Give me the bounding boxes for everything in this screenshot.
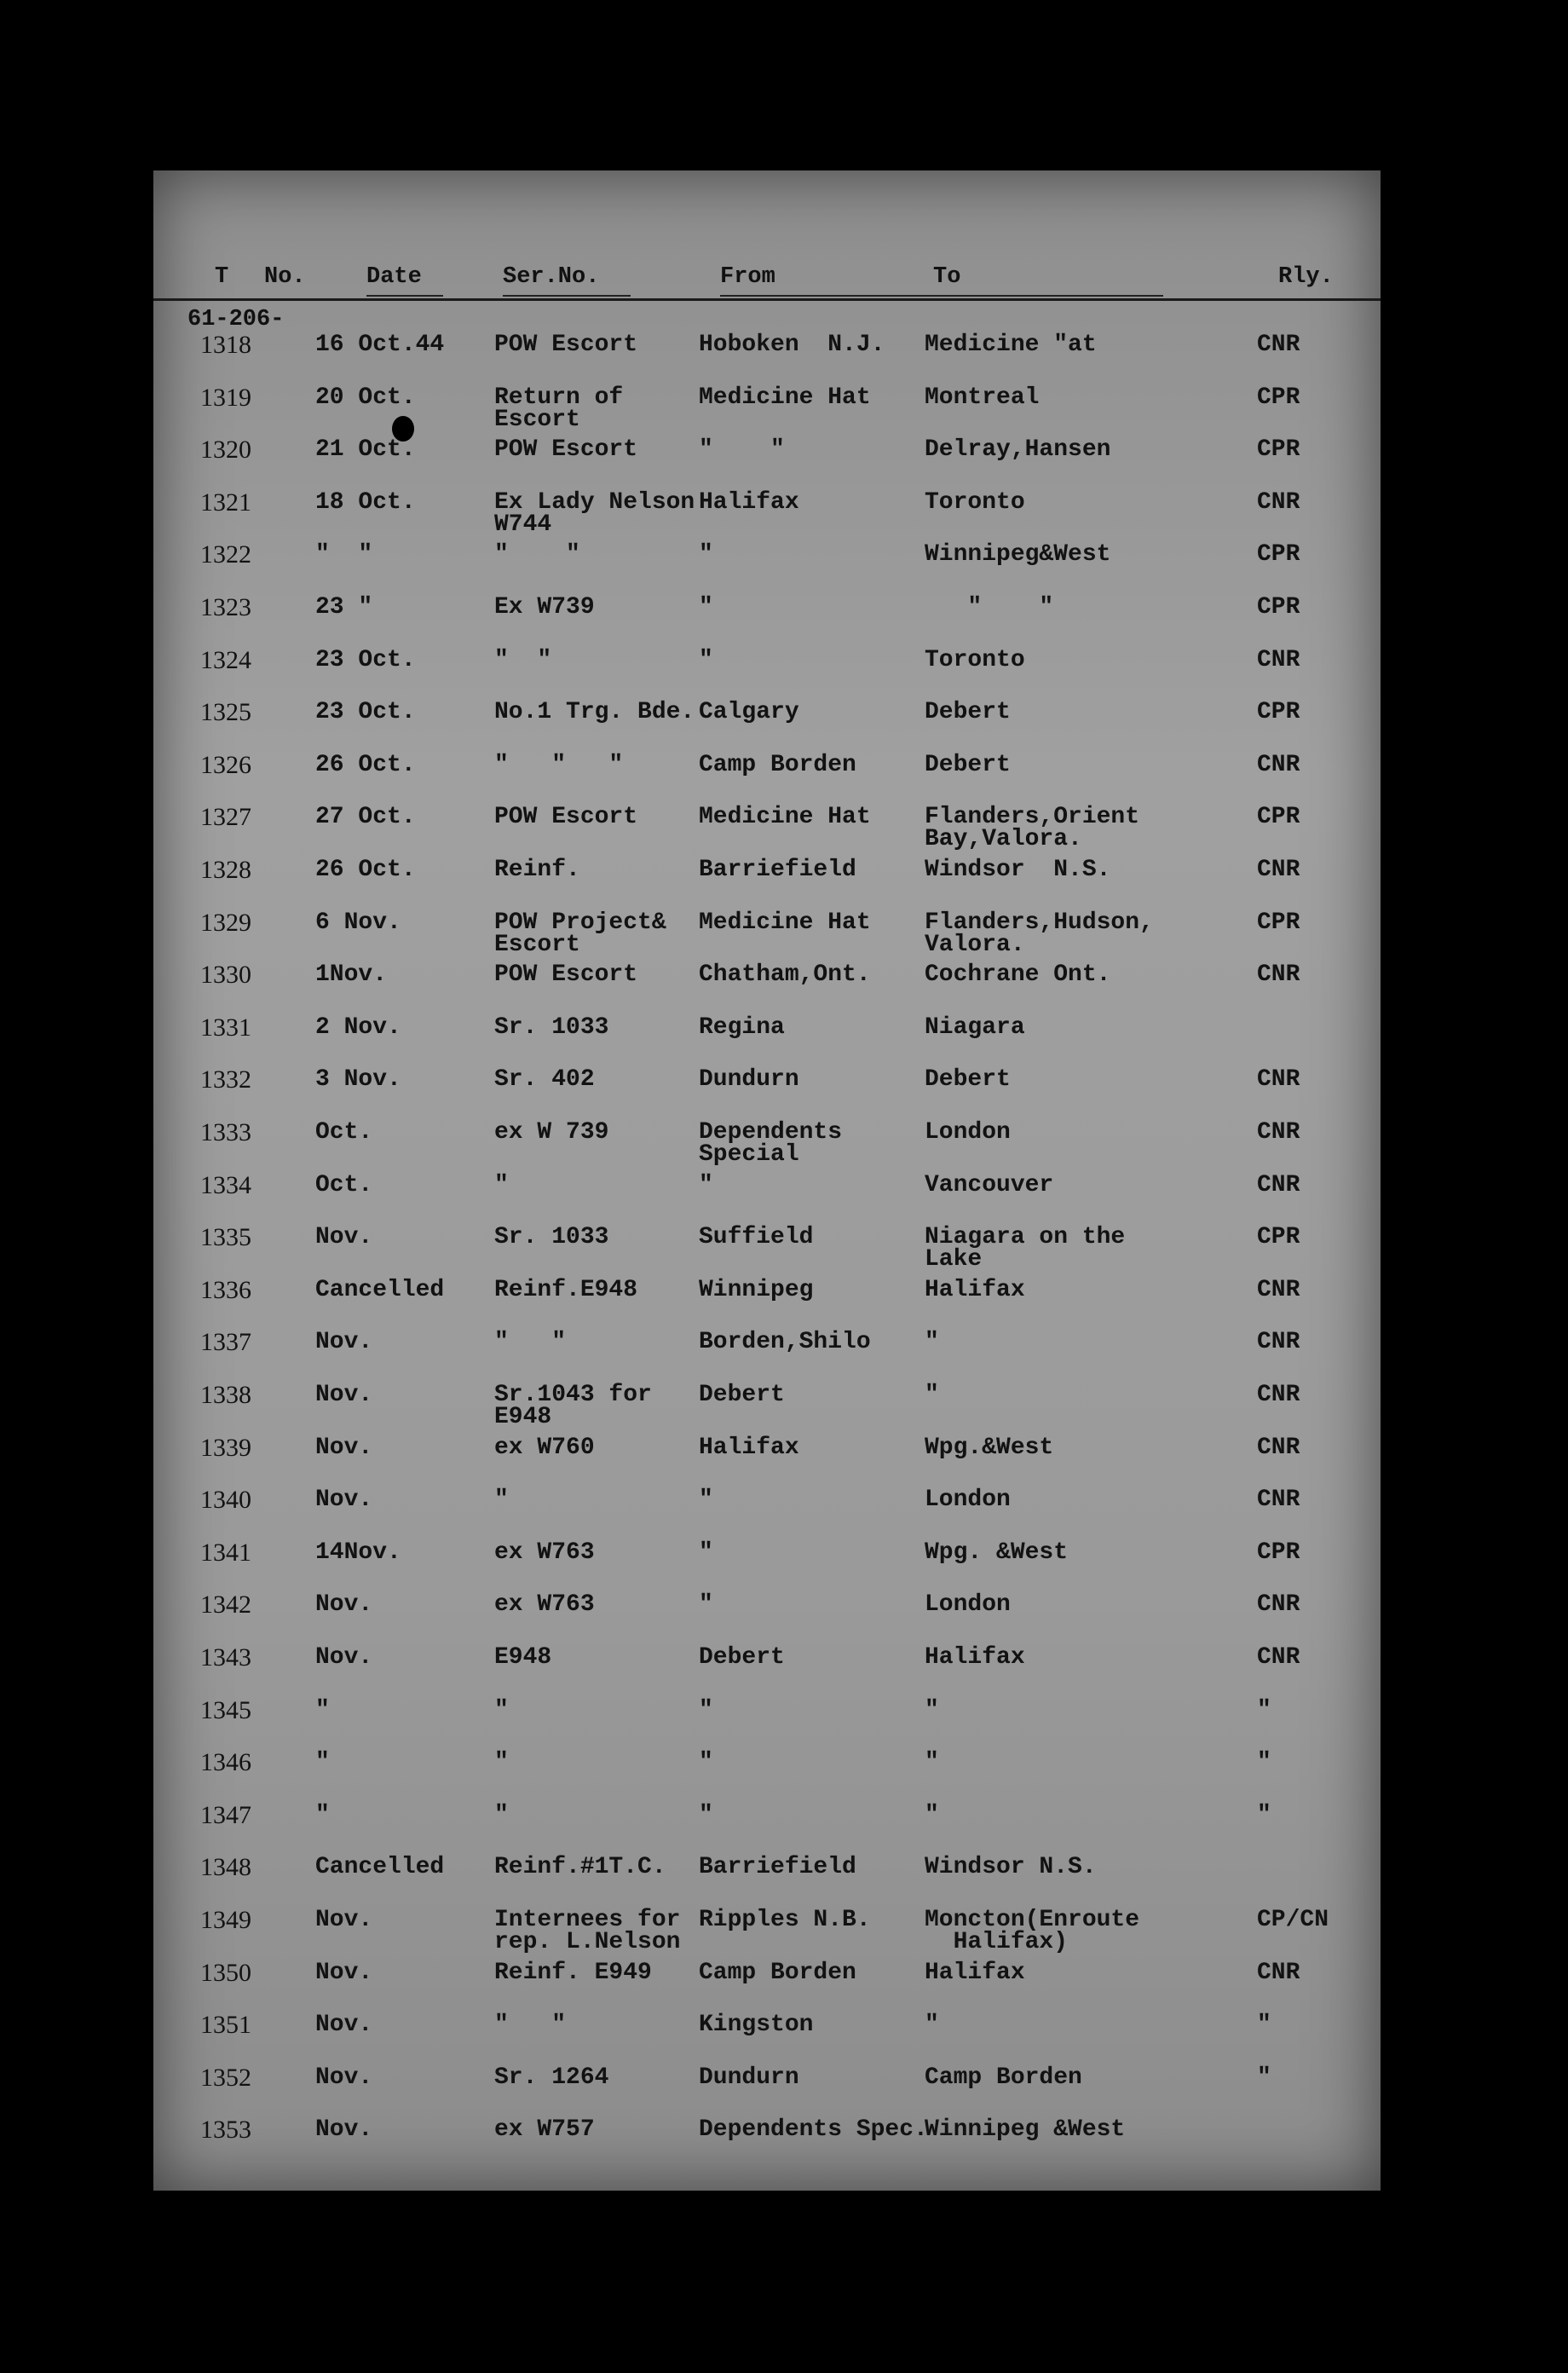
entry-to: Halifax	[925, 1276, 1025, 1303]
entry-railway: CPR	[1257, 804, 1300, 831]
entry-railway: CNR	[1257, 1066, 1300, 1094]
table-row	[153, 1381, 1381, 1437]
entry-from: Medicine Hat	[699, 804, 871, 831]
entry-to: Niagara on the Lake	[925, 1224, 1126, 1273]
entry-date: Nov.	[315, 2012, 373, 2039]
entry-date: "	[315, 1801, 330, 1828]
entry-to: Medicine "at	[925, 332, 1097, 358]
entry-from: "	[699, 1487, 713, 1514]
entry-to: Windsor N.S.	[925, 1854, 1097, 1881]
entry-to: Debert	[925, 1066, 1011, 1094]
entry-railway: CNR	[1257, 1276, 1300, 1303]
entry-serial-no: Sr. 1264	[494, 2064, 609, 2091]
entry-number: 1324	[200, 645, 251, 674]
table-row	[153, 645, 1381, 702]
entry-serial-no: Reinf. E949	[494, 1959, 652, 1986]
entry-number: 1325	[200, 698, 251, 727]
entry-number: 1334	[200, 1170, 251, 1199]
table-row	[153, 383, 1381, 440]
entry-to: "	[925, 1696, 939, 1723]
entry-from: " "	[699, 436, 785, 464]
entry-from: Dependents Special	[699, 1119, 843, 1168]
entry-railway: CNR	[1257, 1434, 1300, 1461]
entry-from: Halifax	[699, 1434, 799, 1461]
entry-number: 1350	[200, 1958, 251, 1987]
entry-from: "	[699, 1696, 713, 1723]
entry-railway: CNR	[1257, 1119, 1300, 1146]
entry-railway: CPR	[1257, 1224, 1300, 1251]
entry-number: 1322	[200, 540, 251, 569]
entry-date: Nov.	[315, 1644, 373, 1671]
entry-number: 1348	[200, 1853, 251, 1882]
entry-to: Toronto	[925, 646, 1025, 673]
entry-from: Barriefield	[699, 857, 856, 883]
header-from: From	[720, 264, 775, 290]
table-row	[153, 1643, 1381, 1700]
entry-to: "	[925, 1329, 939, 1356]
entry-to: " "	[925, 594, 1054, 621]
entry-serial-no: Sr.1043 for E948	[494, 1382, 652, 1430]
entry-to: Halifax	[925, 1959, 1025, 1986]
entry-serial-no: " "	[494, 1329, 567, 1356]
entry-from: Dundurn	[699, 1066, 799, 1094]
entry-serial-no: POW Escort	[494, 961, 638, 989]
entry-serial-no: "	[494, 1487, 509, 1514]
table-row	[153, 1748, 1381, 1804]
entry-number: 1339	[200, 1433, 251, 1462]
entry-serial-no: ex W760	[494, 1434, 595, 1461]
entry-serial-no: "	[494, 1801, 509, 1828]
entry-serial-no: POW Escort	[494, 332, 638, 358]
entry-from: Medicine Hat	[699, 384, 871, 411]
table-row	[153, 331, 1381, 387]
entry-railway: CNR	[1257, 1591, 1300, 1619]
entry-serial-no: " " "	[494, 751, 624, 778]
entry-to: "	[925, 1749, 939, 1776]
entry-from: Chatham,Ont.	[699, 961, 871, 989]
entry-from: Medicine Hat	[699, 909, 871, 936]
entry-railway: CPR	[1257, 436, 1300, 464]
entry-number: 1352	[200, 2063, 251, 2092]
entry-number: 1323	[200, 593, 251, 621]
entry-to: London	[925, 1591, 1011, 1619]
entry-railway: CNR	[1257, 1959, 1300, 1986]
entry-from: Kingston	[699, 2012, 814, 2039]
entry-date: 16 Oct.44	[315, 332, 445, 358]
entry-railway: CPR	[1257, 384, 1300, 411]
entry-date: 26 Oct.	[315, 857, 416, 883]
table-row	[153, 1800, 1381, 1857]
entry-to: "	[925, 1382, 939, 1408]
table-row	[153, 698, 1381, 754]
entry-from: Halifax	[699, 488, 799, 516]
entry-from: Barriefield	[699, 1854, 856, 1881]
entry-from: Ripples N.B.	[699, 1907, 871, 1933]
entry-railway: "	[1257, 1749, 1271, 1776]
entry-serial-no: Ex Lady Nelson W744	[494, 488, 695, 538]
header-date: Date	[366, 264, 422, 290]
table-row	[153, 1853, 1381, 1909]
entry-from: "	[699, 594, 713, 621]
entry-date: 20 Oct.	[315, 384, 416, 411]
entry-date: 18 Oct.	[315, 488, 416, 516]
entry-from: Dundurn	[699, 2064, 799, 2091]
entry-serial-no: " "	[494, 646, 552, 673]
entry-number: 1336	[200, 1275, 251, 1304]
entry-to: London	[925, 1487, 1011, 1514]
entry-from: "	[699, 1539, 713, 1566]
entry-number: 1347	[200, 1800, 251, 1829]
entry-serial-no: "	[494, 1696, 509, 1723]
entry-number: 1329	[200, 908, 251, 937]
table-row	[153, 1170, 1381, 1227]
entry-railway: CPR	[1257, 541, 1300, 569]
entry-from: Camp Borden	[699, 751, 856, 778]
entry-to: Debert	[925, 699, 1011, 726]
entry-number: 1321	[200, 488, 251, 517]
entry-number: 1333	[200, 1118, 251, 1146]
entry-serial-no: ex W763	[494, 1591, 595, 1619]
entry-from: Debert	[699, 1644, 785, 1671]
entry-date: Nov.	[315, 1382, 373, 1408]
table-row	[153, 1433, 1381, 1490]
entry-to: Halifax	[925, 1644, 1025, 1671]
entry-railway: CNR	[1257, 961, 1300, 989]
entry-to: Flanders,Hudson, Valora.	[925, 909, 1154, 958]
entry-serial-no: "	[494, 1749, 509, 1776]
entry-date: 6 Nov.	[315, 909, 401, 936]
entry-railway: CNR	[1257, 857, 1300, 883]
entry-from: "	[699, 1591, 713, 1619]
entry-number: 1331	[200, 1013, 251, 1042]
series-prefix: 61-206-	[187, 307, 285, 332]
entry-date: Nov.	[315, 1329, 373, 1356]
header-ser-no: Ser.No.	[503, 264, 600, 290]
entry-to: Windsor N.S.	[925, 857, 1111, 883]
entry-number: 1337	[200, 1328, 251, 1357]
table-row	[153, 1591, 1381, 1647]
entry-serial-no: " "	[494, 541, 580, 569]
entry-from: "	[699, 541, 713, 569]
entry-number: 1342	[200, 1591, 251, 1620]
entry-railway: "	[1257, 2012, 1271, 2039]
table-row	[153, 2116, 1381, 2172]
entry-date: 23 Oct.	[315, 646, 416, 673]
entry-date: Nov.	[315, 1434, 373, 1461]
entry-number: 1349	[200, 1906, 251, 1934]
entry-railway: CNR	[1257, 751, 1300, 778]
entry-to: Moncton(Enroute Halifax)	[925, 1907, 1140, 1955]
entry-number: 1343	[200, 1643, 251, 1671]
table-row	[153, 961, 1381, 1017]
entry-date: Cancelled	[315, 1854, 445, 1881]
entry-serial-no: Sr. 1033	[494, 1224, 609, 1251]
table-row	[153, 540, 1381, 597]
entry-railway: CPR	[1257, 1539, 1300, 1566]
entry-railway: "	[1257, 2064, 1271, 2091]
entry-railway: CNR	[1257, 1382, 1300, 1408]
entry-number: 1330	[200, 961, 251, 990]
table-row	[153, 856, 1381, 912]
entry-number: 1335	[200, 1223, 251, 1252]
entry-date: Nov.	[315, 1487, 373, 1514]
entry-date: Nov.	[315, 2064, 373, 2091]
entry-to: Montreal	[925, 384, 1040, 411]
table-row	[153, 1538, 1381, 1595]
entry-date: 27 Oct.	[315, 804, 416, 831]
entry-from: "	[699, 646, 713, 673]
entry-date: 23 Oct.	[315, 699, 416, 726]
entry-to: Debert	[925, 751, 1011, 778]
entry-to: Toronto	[925, 488, 1025, 516]
entry-serial-no: " "	[494, 2012, 567, 2039]
entry-date: Nov.	[315, 1907, 373, 1933]
entry-railway: CNR	[1257, 1644, 1300, 1671]
entry-to: Niagara	[925, 1013, 1025, 1041]
entry-date: "	[315, 1696, 330, 1723]
entry-serial-no: "	[494, 1171, 509, 1198]
entry-serial-no: No.1 Trg. Bde.	[494, 699, 695, 726]
entry-to: Winnipeg &West	[925, 2116, 1126, 2144]
table-row	[153, 1695, 1381, 1752]
entry-serial-no: ex W763	[494, 1539, 595, 1566]
entry-number: 1341	[200, 1538, 251, 1567]
entry-number: 1327	[200, 803, 251, 832]
entry-date: Cancelled	[315, 1276, 445, 1303]
entry-date: 1Nov.	[315, 961, 388, 989]
table-row	[153, 1958, 1381, 2015]
register-rows	[153, 170, 1381, 2191]
entry-date: " "	[315, 541, 373, 569]
entry-number: 1351	[200, 2011, 251, 2040]
entry-number: 1326	[200, 750, 251, 779]
entry-from: "	[699, 1749, 713, 1776]
entry-from: Borden,Shilo	[699, 1329, 871, 1356]
entry-date: 23 "	[315, 594, 373, 621]
table-row	[153, 750, 1381, 807]
entry-railway: CNR	[1257, 488, 1300, 516]
entry-date: 14Nov.	[315, 1539, 401, 1566]
entry-number: 1320	[200, 436, 251, 465]
entry-number: 1345	[200, 1695, 251, 1724]
entry-railway: "	[1257, 1696, 1271, 1723]
entry-serial-no: Ex W739	[494, 594, 595, 621]
entry-railway: "	[1257, 1801, 1271, 1828]
entry-serial-no: POW Project& Escort	[494, 909, 666, 958]
entry-number: 1332	[200, 1065, 251, 1094]
entry-from: Winnipeg	[699, 1276, 814, 1303]
register-sheet	[153, 170, 1381, 2191]
entry-date: Oct.	[315, 1171, 373, 1198]
entry-railway: CNR	[1257, 332, 1300, 358]
entry-serial-no: Return of Escort	[494, 384, 624, 433]
table-row	[153, 436, 1381, 492]
entry-serial-no: Reinf.	[494, 857, 580, 883]
entry-date: Nov.	[315, 1224, 373, 1251]
entry-from: Suffield	[699, 1224, 814, 1251]
table-row	[153, 1275, 1381, 1332]
table-row	[153, 1013, 1381, 1070]
entry-serial-no: Sr. 402	[494, 1066, 595, 1094]
entry-number: 1353	[200, 2116, 251, 2145]
header-to: To	[933, 264, 961, 290]
entry-serial-no: ex W757	[494, 2116, 595, 2144]
entry-to: Delray,Hansen	[925, 436, 1111, 464]
entry-railway: CP/CN	[1257, 1907, 1329, 1933]
entry-from: Hoboken N.J.	[699, 332, 885, 358]
entry-serial-no: ex W 739	[494, 1119, 609, 1146]
entry-to: London	[925, 1119, 1011, 1146]
entry-number: 1318	[200, 331, 251, 359]
table-row	[153, 1906, 1381, 1962]
table-row	[153, 1065, 1381, 1122]
entry-date: 3 Nov.	[315, 1066, 401, 1094]
entry-date: Nov.	[315, 1591, 373, 1619]
entry-from: Dependents Spec.	[699, 2116, 928, 2144]
entry-date: Nov.	[315, 1959, 373, 1986]
table-row	[153, 1118, 1381, 1175]
entry-date: Nov.	[315, 2116, 373, 2144]
table-row	[153, 803, 1381, 859]
header-rly: Rly.	[1278, 264, 1334, 290]
entry-to: Flanders,Orient Bay,Valora.	[925, 804, 1140, 853]
entry-to: Wpg.&West	[925, 1434, 1054, 1461]
entry-number: 1328	[200, 856, 251, 884]
entry-serial-no: E948	[494, 1644, 552, 1671]
entry-to: "	[925, 1801, 939, 1828]
entry-from: Camp Borden	[699, 1959, 856, 1986]
entry-railway: CNR	[1257, 1171, 1300, 1198]
table-row	[153, 1328, 1381, 1384]
entry-serial-no: Reinf.E948	[494, 1276, 638, 1303]
entry-serial-no: POW Escort	[494, 804, 638, 831]
entry-railway: CPR	[1257, 699, 1300, 726]
table-row	[153, 1223, 1381, 1279]
table-row	[153, 2063, 1381, 2120]
entry-to: Cochrane Ont.	[925, 961, 1111, 989]
table-row	[153, 908, 1381, 965]
entry-to: Camp Borden	[925, 2064, 1082, 2091]
entry-from: "	[699, 1171, 713, 1198]
entry-from: Debert	[699, 1382, 785, 1408]
entry-serial-no: Internees for rep. L.Nelson	[494, 1907, 681, 1955]
table-row	[153, 2011, 1381, 2067]
entry-number: 1338	[200, 1381, 251, 1409]
entry-railway: CNR	[1257, 646, 1300, 673]
entry-to: "	[925, 2012, 939, 2039]
table-row	[153, 593, 1381, 650]
entry-railway: CPR	[1257, 909, 1300, 936]
entry-date: "	[315, 1749, 330, 1776]
entry-date: 26 Oct.	[315, 751, 416, 778]
header-tr: T	[215, 264, 229, 290]
entry-to: Winnipeg&West	[925, 541, 1111, 569]
table-row	[153, 1486, 1381, 1542]
table-row	[153, 488, 1381, 545]
entry-to: Vancouver	[925, 1171, 1054, 1198]
entry-serial-no: Sr. 1033	[494, 1013, 609, 1041]
entry-number: 1319	[200, 383, 251, 412]
entry-date: 21 Oct.	[315, 436, 416, 464]
entry-to: Wpg. &West	[925, 1539, 1069, 1566]
entry-from: "	[699, 1801, 713, 1828]
entry-number: 1340	[200, 1486, 251, 1515]
entry-date: 2 Nov.	[315, 1013, 401, 1041]
entry-from: Regina	[699, 1013, 785, 1041]
entry-railway: CNR	[1257, 1329, 1300, 1356]
entry-number: 1346	[200, 1748, 251, 1777]
entry-from: Calgary	[699, 699, 799, 726]
entry-date: Oct.	[315, 1119, 373, 1146]
entry-railway: CNR	[1257, 1487, 1300, 1514]
entry-railway: CPR	[1257, 594, 1300, 621]
entry-serial-no: Reinf.#1T.C.	[494, 1854, 666, 1881]
entry-serial-no: POW Escort	[494, 436, 638, 464]
header-no: No.	[264, 264, 306, 290]
